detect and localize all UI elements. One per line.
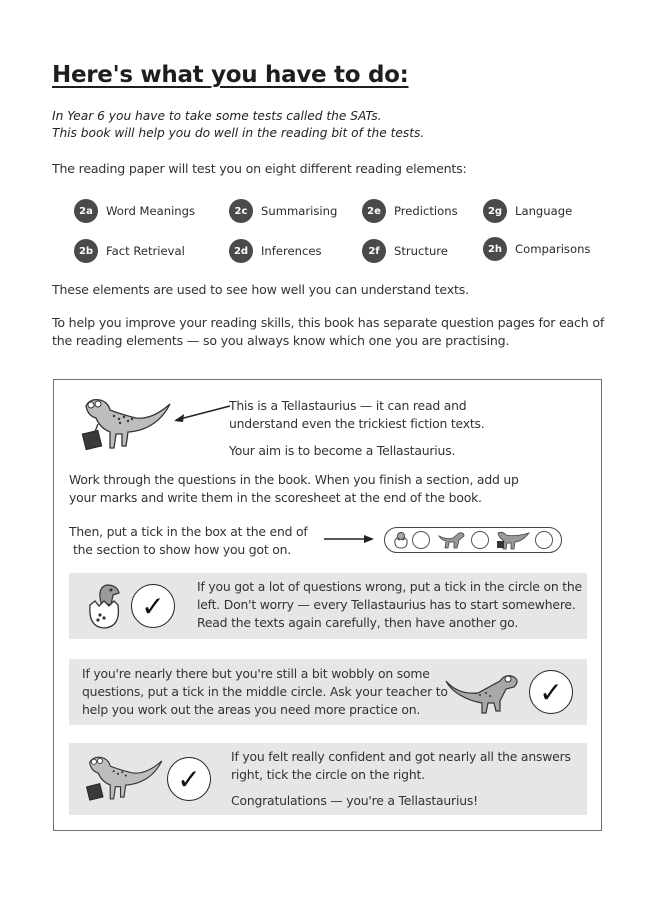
tick-icon: ✓	[539, 675, 563, 709]
young-dino-icon	[444, 667, 524, 717]
level-middle-box	[69, 659, 587, 725]
element-badge: 2f	[362, 239, 386, 263]
element-2e	[362, 199, 458, 223]
intro-text	[52, 108, 424, 142]
element-badge: 2a	[74, 199, 98, 223]
element-label: Predictions	[394, 204, 458, 218]
intro-line-1: In Year 6 you have to take some tests called the SATs.	[52, 109, 382, 123]
tellastaurius-icon	[76, 394, 176, 456]
tick-icon: ✓	[141, 589, 165, 623]
element-2f	[362, 239, 448, 263]
level-confident-box	[69, 743, 587, 815]
improve-text	[52, 314, 604, 350]
intro-line-2: This book will help you do well in the reading bit of the tests.	[52, 126, 425, 140]
instruction-panel	[53, 379, 602, 831]
level-confident-line-1: If you felt really confident and got nearly all the answers	[231, 749, 571, 764]
element-2c	[229, 199, 337, 223]
level-middle-line-1: If you're nearly there but you're still a bit wobbly on some	[82, 666, 430, 681]
improve-line-2: the reading elements — so you always know which one you are practising.	[52, 333, 510, 348]
dino-mini-icon-right	[495, 529, 531, 551]
tick-circle-middle	[529, 670, 573, 714]
element-badge: 2h	[483, 237, 507, 261]
level-beginner-box	[69, 573, 587, 639]
element-label: Summarising	[261, 204, 338, 218]
scale-circle-left	[412, 531, 430, 549]
element-badge: 2d	[229, 239, 253, 263]
tick-box-line-1: Then, put a tick in the box at the end of	[69, 524, 308, 539]
elements-note: These elements are used to see how well you can understand texts.	[52, 282, 469, 297]
tick-circle-left	[131, 584, 175, 628]
element-label: Comparisons	[515, 242, 591, 256]
dino-mini-icon-mid	[437, 530, 467, 550]
egg-mini-icon	[393, 531, 409, 549]
element-2d	[229, 239, 322, 263]
level-confident-line-2: right, tick the circle on the right.	[231, 767, 425, 782]
element-2g	[483, 199, 572, 223]
improve-line-1: To help you improve your reading skills, this book has separate question pages for each of	[52, 315, 605, 330]
score-scale-box	[384, 527, 562, 553]
tick-icon: ✓	[177, 762, 201, 796]
tellastaurius-line-1: This is a Tellastaurius — it can read and	[229, 398, 467, 413]
element-2b	[74, 239, 185, 263]
right-arrow-icon	[324, 534, 374, 544]
element-badge: 2g	[483, 199, 507, 223]
tick-box-line-2: the section to show how you got on.	[73, 542, 292, 557]
element-label: Word Meanings	[106, 204, 196, 218]
element-2a	[74, 199, 195, 223]
element-label: Inferences	[261, 244, 322, 258]
level-middle-line-3: help you work out the areas you need more practice on.	[82, 702, 421, 717]
page-title: Here's what you have to do:	[52, 62, 409, 88]
level-middle-line-2: questions, put a tick in the middle circle. Ask your teacher to	[82, 684, 448, 699]
tellastaurius-small-icon	[81, 751, 167, 807]
level-middle-text	[82, 665, 448, 719]
tellastaurius-desc	[229, 397, 485, 433]
element-label: Fact Retrieval	[106, 244, 185, 258]
element-label: Language	[515, 204, 573, 218]
tellastaurius-line-2: understand even the trickiest fiction texts.	[229, 416, 485, 431]
level-confident-text	[231, 748, 571, 810]
scale-circle-right	[535, 531, 553, 549]
aim-text: Your aim is to become a Tellastaurius.	[229, 443, 456, 458]
element-badge: 2b	[74, 239, 98, 263]
elements-intro: The reading paper will test you on eight different reading elements:	[52, 161, 467, 176]
scale-circle-middle	[471, 531, 489, 549]
congratulations-text: Congratulations — you're a Tellastaurius!	[231, 793, 478, 808]
level-beginner-line-2: left. Don't worry — every Tellastaurius has to start somewhere.	[197, 597, 576, 612]
level-beginner-line-1: If you got a lot of questions wrong, put a tick in the circle on the	[197, 579, 582, 594]
element-label: Structure	[394, 244, 448, 258]
element-badge: 2c	[229, 199, 253, 223]
tick-circle-right	[167, 757, 211, 801]
element-2h	[483, 237, 590, 261]
work-through-line-2: your marks and write them in the scoresheet at the end of the book.	[69, 490, 482, 505]
element-badge: 2e	[362, 199, 386, 223]
work-through-line-1: Work through the questions in the book. When you finish a section, add up	[69, 472, 519, 487]
level-beginner-line-3: Read the texts again carefully, then have another go.	[197, 615, 519, 630]
tick-box-text	[69, 523, 308, 559]
pointer-arrow-icon	[172, 404, 232, 424]
hatching-egg-icon	[87, 581, 123, 631]
work-through-text	[69, 471, 519, 507]
level-beginner-text	[197, 578, 582, 632]
